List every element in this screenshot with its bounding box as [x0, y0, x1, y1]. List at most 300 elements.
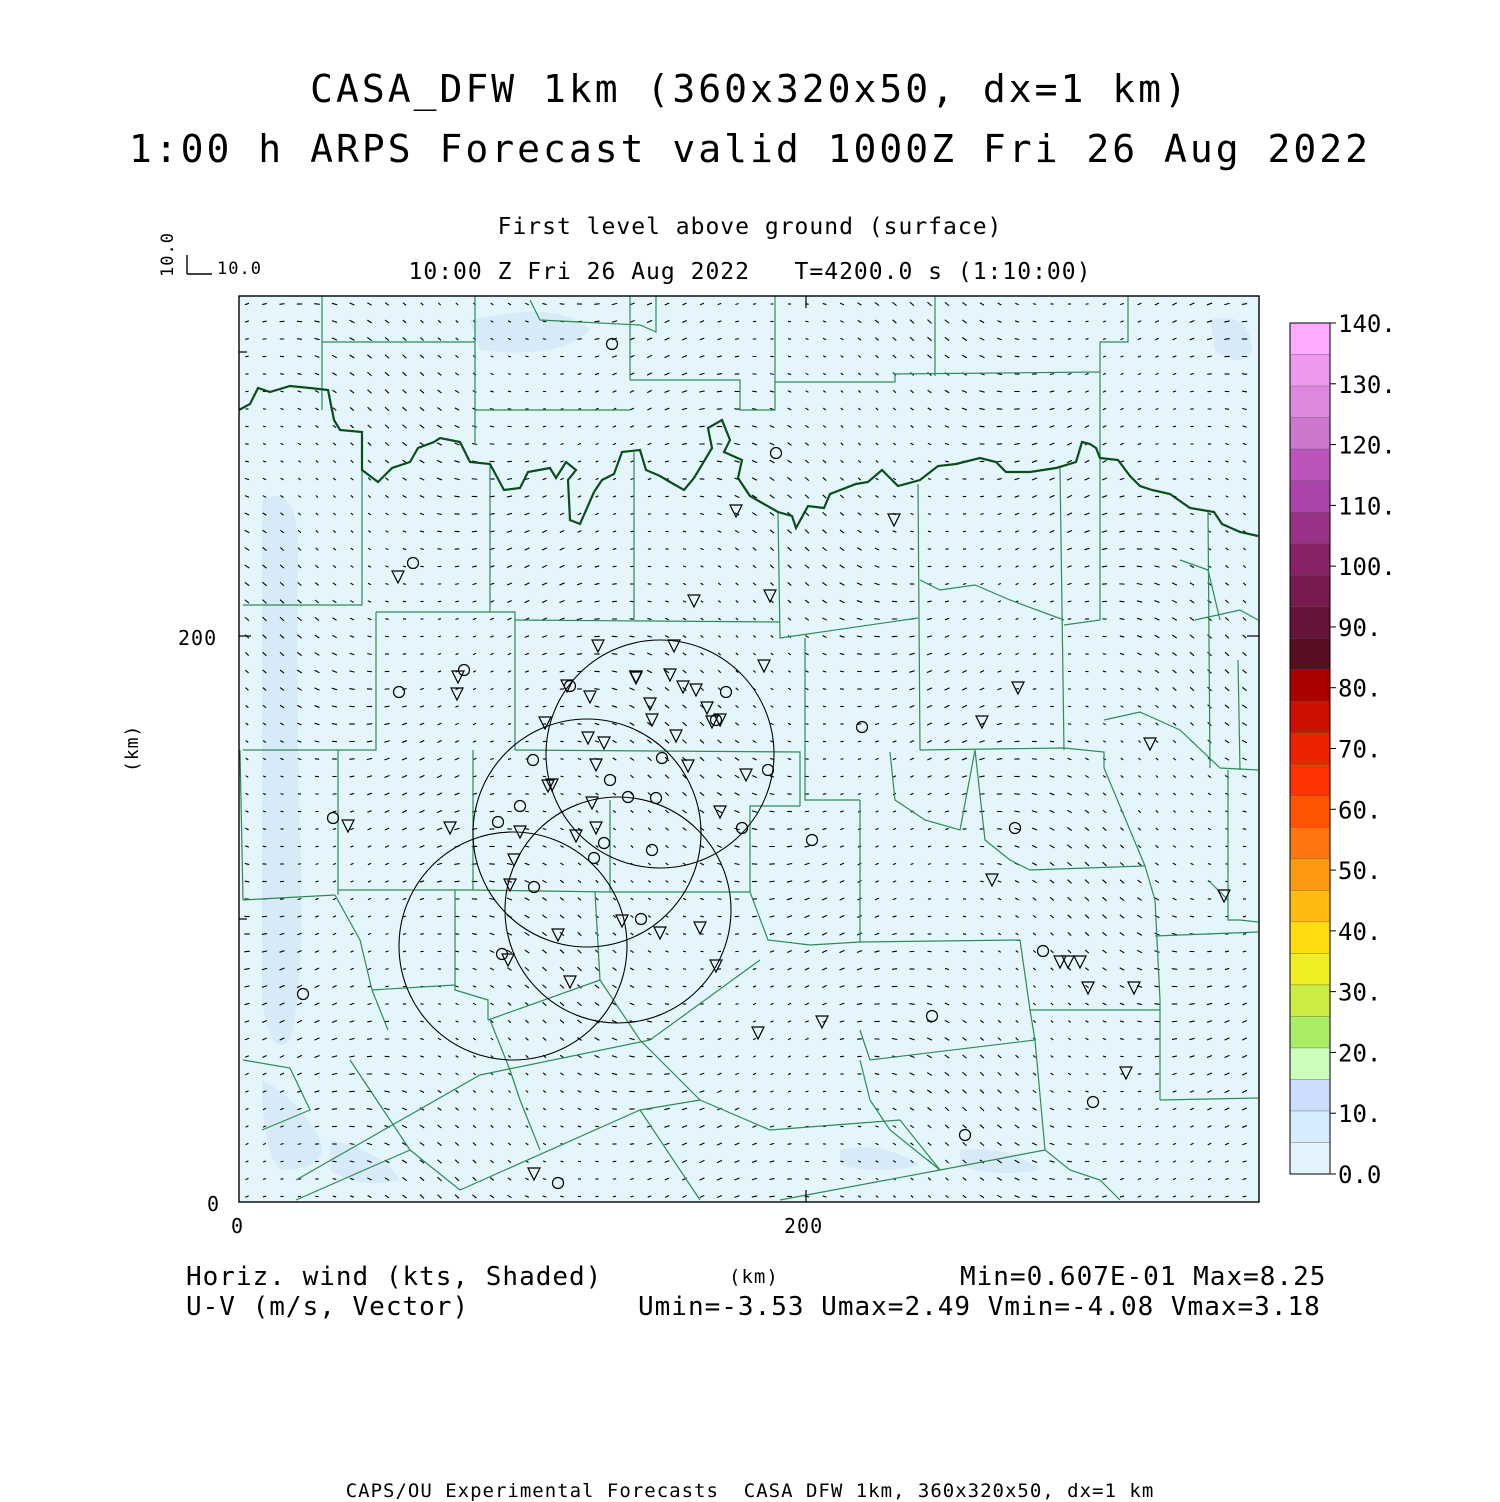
wind-vector — [490, 426, 494, 427]
wind-vector — [543, 321, 547, 322]
wind-vector — [333, 811, 337, 812]
wind-vector — [840, 671, 844, 672]
wind-vector — [805, 1109, 808, 1110]
wind-vector — [1242, 321, 1247, 322]
wind-vector — [700, 496, 704, 497]
wind-vector — [928, 864, 931, 865]
wind-vector — [962, 829, 966, 830]
colorbar-segment — [1290, 1111, 1330, 1143]
wind-vector — [560, 671, 565, 672]
wind-vector — [263, 426, 266, 427]
wind-vector — [1085, 1109, 1088, 1110]
wind-vector — [735, 881, 740, 882]
wind-vector — [997, 391, 1002, 392]
wind-vector — [1068, 356, 1071, 357]
wind-vector — [1137, 514, 1142, 515]
wind-vector — [578, 1144, 581, 1145]
wind-vector — [1242, 374, 1247, 375]
wind-vector — [892, 654, 897, 655]
wind-vector — [1208, 461, 1211, 462]
wind-vector — [438, 619, 441, 620]
wind-vector — [629, 1074, 634, 1075]
wind-vector — [927, 601, 931, 602]
wind-vector — [1154, 1004, 1159, 1005]
wind-vector — [543, 794, 546, 795]
legend-vector-field: U-V (m/s, Vector) — [186, 1294, 469, 1320]
wind-vector — [437, 531, 441, 532]
colorbar-segment — [1290, 985, 1330, 1017]
wind-vector — [857, 1021, 862, 1022]
wind-vector — [928, 514, 931, 515]
wind-vector — [612, 584, 616, 585]
wind-vector — [735, 356, 739, 357]
wind-vector — [1137, 1021, 1142, 1022]
wind-vector — [595, 1126, 599, 1127]
wind-vector — [1033, 689, 1037, 690]
wind-vector — [384, 1074, 389, 1075]
colorbar-label: 130. — [1338, 371, 1396, 399]
wind-vector — [1103, 654, 1107, 655]
wind-vector — [892, 969, 897, 970]
y-tick-0: 0 — [207, 1194, 220, 1214]
wind-vector — [980, 496, 984, 497]
wind-vector — [1137, 496, 1141, 497]
colorbar-label: 120. — [1338, 432, 1396, 460]
wind-vector — [1085, 1196, 1090, 1197]
colorbar-label: 50. — [1338, 857, 1381, 885]
shade-patch-0 — [262, 496, 302, 1045]
wind-vector — [245, 444, 248, 445]
wind-vector — [349, 759, 354, 760]
wind-vector — [333, 1179, 337, 1180]
wind-vector — [525, 444, 529, 445]
wind-vector — [280, 374, 284, 375]
wind-vector — [735, 339, 739, 340]
wind-vector — [420, 654, 423, 655]
wind-vector — [560, 1196, 563, 1197]
wind-vector — [263, 846, 266, 847]
wind-vector — [508, 391, 511, 392]
vector-scale-key — [187, 255, 212, 274]
wind-vector — [612, 1109, 617, 1110]
wind-vector — [630, 1144, 634, 1145]
wind-vector — [1014, 794, 1019, 795]
colorbar-segment — [1290, 607, 1330, 639]
wind-vector — [613, 1196, 616, 1197]
wind-vector — [769, 811, 774, 812]
wind-vector — [1243, 829, 1247, 830]
wind-vector — [823, 1161, 826, 1162]
wind-vector — [945, 566, 948, 567]
wind-vector — [1138, 1126, 1141, 1127]
colorbar-label: 80. — [1338, 675, 1381, 703]
wind-vector — [385, 969, 388, 970]
wind-vector — [315, 1126, 319, 1127]
wind-vector — [874, 1004, 879, 1005]
wind-vector — [367, 654, 371, 655]
wind-vector — [787, 846, 792, 847]
wind-vector — [1173, 409, 1176, 410]
wind-vector — [1085, 601, 1089, 602]
wind-vector — [578, 1161, 581, 1162]
plot-area — [239, 296, 1259, 1202]
wind-vector — [823, 1074, 826, 1075]
wind-vector — [281, 794, 284, 795]
wind-vector — [612, 566, 616, 567]
wind-vector — [910, 531, 913, 532]
wind-vector — [648, 496, 651, 497]
wind-vector — [735, 951, 738, 952]
wind-vector — [578, 356, 582, 357]
wind-vector — [350, 1144, 355, 1145]
wind-vector — [858, 741, 861, 742]
wind-vector — [752, 916, 757, 917]
wind-vector — [1172, 969, 1177, 970]
wind-vector — [298, 776, 301, 777]
wind-vector — [1243, 916, 1246, 917]
wind-vector — [560, 304, 565, 305]
wind-vector — [928, 496, 931, 497]
wind-vector — [437, 899, 441, 900]
wind-vector — [508, 374, 511, 375]
wind-vector — [997, 829, 1002, 830]
wind-vector — [349, 706, 354, 707]
wind-vector — [314, 304, 319, 305]
wind-vector — [281, 1161, 284, 1162]
wind-vector — [664, 1074, 669, 1075]
wind-vector — [455, 951, 459, 952]
wind-vector — [1155, 444, 1158, 445]
wind-vector — [472, 479, 477, 480]
wind-vector — [769, 1196, 774, 1197]
wind-vector — [1155, 461, 1158, 462]
wind-vector — [752, 391, 756, 392]
wind-vector — [857, 654, 862, 655]
wind-vector — [945, 846, 948, 847]
wind-vector — [420, 1021, 423, 1022]
wind-vector — [1225, 409, 1229, 410]
wind-vector — [910, 916, 914, 917]
colorbar-segment — [1290, 701, 1330, 733]
wind-vector — [841, 1144, 844, 1145]
wind-vector — [1119, 549, 1124, 550]
wind-vector — [403, 951, 406, 952]
wind-vector — [245, 356, 248, 357]
wind-vector — [1103, 636, 1107, 637]
wind-vector — [561, 776, 564, 777]
colorbar-segment — [1290, 481, 1330, 513]
x-axis-label: (km) — [729, 1268, 779, 1287]
colorbar-segment — [1290, 953, 1330, 985]
wind-vector — [1014, 426, 1019, 427]
wind-vector — [560, 391, 563, 392]
wind-vector — [298, 1144, 301, 1145]
wind-vector — [1051, 654, 1054, 655]
colorbar-segment — [1290, 386, 1330, 418]
wind-vector — [841, 776, 844, 777]
colorbar-segment — [1290, 827, 1330, 859]
wind-vector — [1120, 1144, 1123, 1145]
colorbar-segment — [1290, 323, 1330, 355]
wind-vector — [980, 881, 983, 882]
y-axis-label: (km) — [124, 725, 142, 772]
wind-vector — [526, 356, 529, 357]
wind-vector — [420, 549, 424, 550]
wind-vector — [945, 479, 948, 480]
colorbar-segment — [1290, 670, 1330, 702]
wind-vector — [280, 899, 284, 900]
wind-vector — [806, 1091, 809, 1092]
wind-vector — [1190, 391, 1194, 392]
wind-vector — [438, 636, 441, 637]
wind-vector — [1086, 321, 1089, 322]
wind-vector — [333, 794, 337, 795]
colorbar-segment — [1290, 922, 1330, 954]
wind-vector — [1119, 601, 1124, 602]
wind-vector — [910, 899, 913, 900]
colorbar-segment — [1290, 638, 1330, 670]
wind-vector — [454, 881, 459, 882]
colorbar-segment — [1290, 512, 1330, 544]
colorbar-label: 30. — [1338, 979, 1381, 1007]
colorbar-segment — [1290, 1142, 1330, 1174]
colorbar-segment — [1290, 1079, 1330, 1111]
colorbar-label: 140. — [1338, 310, 1396, 338]
wind-vector — [892, 584, 897, 585]
wind-vector — [630, 531, 633, 532]
wind-vector — [979, 426, 984, 427]
wind-vector — [788, 776, 792, 777]
wind-vector — [1172, 1021, 1177, 1022]
wind-vector — [543, 426, 546, 427]
wind-vector — [682, 1039, 686, 1040]
wind-vector — [385, 986, 388, 987]
colorbar-segment — [1290, 575, 1330, 607]
wind-vector — [875, 689, 880, 690]
wind-vector — [577, 339, 581, 340]
wind-vector — [806, 724, 809, 725]
colorbar-label: 0.0 — [1338, 1161, 1381, 1189]
wind-vector — [805, 741, 808, 742]
colorbar-label: 20. — [1338, 1039, 1381, 1067]
wind-vector — [385, 1004, 389, 1005]
wind-vector — [560, 759, 563, 760]
colorbar-label: 60. — [1338, 796, 1381, 824]
wind-vector — [823, 706, 826, 707]
wind-vector — [508, 741, 511, 742]
wind-vector — [455, 566, 459, 567]
wind-vector — [455, 584, 459, 585]
colorbar-label: 10. — [1338, 1100, 1381, 1128]
wind-vector — [699, 426, 704, 427]
wind-vector — [788, 1144, 792, 1145]
colorbar-segment — [1290, 1048, 1330, 1080]
wind-vector — [910, 549, 914, 550]
wind-vector — [420, 934, 423, 935]
wind-vector — [281, 811, 284, 812]
wind-vector — [718, 1004, 721, 1005]
wind-vector — [1173, 514, 1177, 515]
wind-vector — [1120, 1056, 1123, 1057]
wind-vector — [665, 1004, 669, 1005]
wind-vector — [1155, 1074, 1159, 1075]
wind-vector — [472, 531, 477, 532]
plot-title-line2: 1:00 h ARPS Forecast valid 1000Z Fri 26 Aug 2022 — [0, 130, 1500, 168]
wind-vector — [770, 374, 774, 375]
wind-vector — [1173, 426, 1176, 427]
wind-vector — [577, 654, 582, 655]
colorbar-label: 90. — [1338, 614, 1381, 642]
colorbar-segment — [1290, 890, 1330, 922]
footer-caption: CAPS/OU Experimental Forecasts CASA DFW 1km, 360x320x50, dx=1 km — [0, 1482, 1500, 1501]
wind-vector — [490, 811, 495, 812]
colorbar-segment — [1290, 764, 1330, 796]
wind-vector — [1207, 374, 1211, 375]
wind-vector — [788, 339, 791, 340]
wind-vector — [997, 776, 1002, 777]
wind-vector — [718, 899, 722, 900]
wind-vector — [403, 584, 406, 585]
wind-vector — [315, 759, 319, 760]
colorbar-segment — [1290, 733, 1330, 765]
wind-vector — [367, 1039, 372, 1040]
wind-vector — [1033, 671, 1036, 672]
wind-vector — [805, 321, 808, 322]
wind-vector — [297, 339, 302, 340]
wind-vector — [1225, 951, 1229, 952]
wind-vector — [997, 461, 1002, 462]
wind-vector — [1225, 426, 1229, 427]
wind-vector — [1049, 1196, 1054, 1197]
wind-vector — [1068, 619, 1071, 620]
wind-vector — [1068, 339, 1071, 340]
colorbar-label: 40. — [1338, 918, 1381, 946]
wind-vector — [507, 846, 512, 847]
wind-vector — [281, 1179, 284, 1180]
colorbar-segment — [1290, 1016, 1330, 1048]
wind-vector — [1137, 566, 1142, 567]
wind-vector — [1085, 304, 1088, 305]
wind-vector — [1067, 1161, 1072, 1162]
wind-vector — [316, 846, 319, 847]
wind-vector — [945, 951, 948, 952]
wind-vector — [280, 391, 283, 392]
wind-vector — [1050, 741, 1054, 742]
wind-vector — [298, 881, 301, 882]
wind-vector — [980, 514, 983, 515]
colorbar-segment — [1290, 355, 1330, 387]
wind-vector — [316, 864, 319, 865]
wind-vector — [613, 1179, 616, 1180]
wind-vector — [526, 724, 529, 725]
wind-vector — [769, 881, 774, 882]
wind-vector — [683, 549, 686, 550]
wind-vector — [1032, 391, 1037, 392]
wind-vector — [735, 969, 738, 970]
wind-vector — [1068, 724, 1071, 725]
wind-vector — [543, 706, 547, 707]
wind-vector — [875, 1056, 880, 1057]
colorbar-label: 110. — [1338, 492, 1396, 520]
wind-vector — [403, 1039, 407, 1040]
wind-vector — [594, 304, 599, 305]
wind-vector — [823, 794, 826, 795]
colorbar-segment — [1290, 418, 1330, 450]
wind-vector — [1243, 1196, 1247, 1197]
wind-vector — [753, 304, 756, 305]
vector-scale-v-label: 10.0 — [160, 232, 177, 277]
wind-vector — [561, 409, 564, 410]
x-tick-0: 0 — [231, 1216, 244, 1236]
wind-vector — [1015, 724, 1020, 725]
wind-vector — [438, 1004, 441, 1005]
wind-vector — [332, 1109, 337, 1110]
wind-vector — [858, 1109, 861, 1110]
wind-vector — [717, 391, 722, 392]
y-tick-200: 200 — [178, 628, 217, 648]
wind-vector — [892, 1021, 897, 1022]
wind-vector — [648, 601, 652, 602]
plot-subtitle-time: 10:00 Z Fri 26 Aug 2022 T=4200.0 s (1:10:00) — [0, 261, 1500, 284]
wind-vector — [665, 566, 668, 567]
wind-vector — [874, 619, 879, 620]
colorbar-segment — [1290, 544, 1330, 576]
wind-vector — [963, 549, 966, 550]
wind-vector — [385, 619, 388, 620]
wind-vector — [631, 514, 634, 515]
wind-vector — [298, 1161, 301, 1162]
wind-vector — [508, 759, 511, 760]
wind-vector — [963, 916, 966, 917]
wind-vector — [1103, 1074, 1106, 1075]
wind-vector — [927, 969, 931, 970]
wind-vector — [928, 881, 931, 882]
wind-vector — [1014, 741, 1019, 742]
wind-vector — [683, 531, 686, 532]
legend-uv-stats: Umin=-3.53 Umax=2.49 Vmin=-4.08 Vmax=3.18 — [638, 1294, 1321, 1320]
vector-scale-u-label: 10.0 — [217, 261, 262, 278]
wind-vector — [1207, 969, 1212, 970]
wind-vector — [244, 951, 249, 952]
wind-vector — [403, 671, 407, 672]
wind-vector — [1033, 304, 1036, 305]
wind-vector — [1086, 689, 1089, 690]
colorbar-label: 70. — [1338, 736, 1381, 764]
colorbar-segment — [1290, 796, 1330, 828]
wind-vector — [577, 724, 581, 725]
colorbar — [1290, 310, 1396, 1189]
wind-vector — [367, 724, 372, 725]
wind-vector — [1103, 1161, 1107, 1162]
wind-vector — [1138, 1109, 1141, 1110]
colorbar-segment — [1290, 859, 1330, 891]
wind-vector — [279, 304, 284, 305]
wind-vector — [349, 1074, 354, 1075]
wind-vector — [700, 1021, 704, 1022]
plot-title-line1: CASA_DFW 1km (360x320x50, dx=1 km) — [0, 70, 1500, 108]
wind-vector — [700, 934, 703, 935]
legend-shaded-field: Horiz. wind (kts, Shaded) — [186, 1264, 602, 1290]
legend-minmax: Min=0.607E-01 Max=8.25 — [960, 1264, 1326, 1290]
wind-vector — [840, 1056, 844, 1057]
wind-vector — [683, 951, 686, 952]
colorbar-segment — [1290, 449, 1330, 481]
x-tick-200: 200 — [784, 1216, 823, 1236]
wind-vector — [1050, 374, 1054, 375]
plot-subtitle-level: First level above ground (surface) — [0, 216, 1500, 239]
wind-vector — [683, 969, 686, 970]
wind-vector — [805, 811, 809, 812]
